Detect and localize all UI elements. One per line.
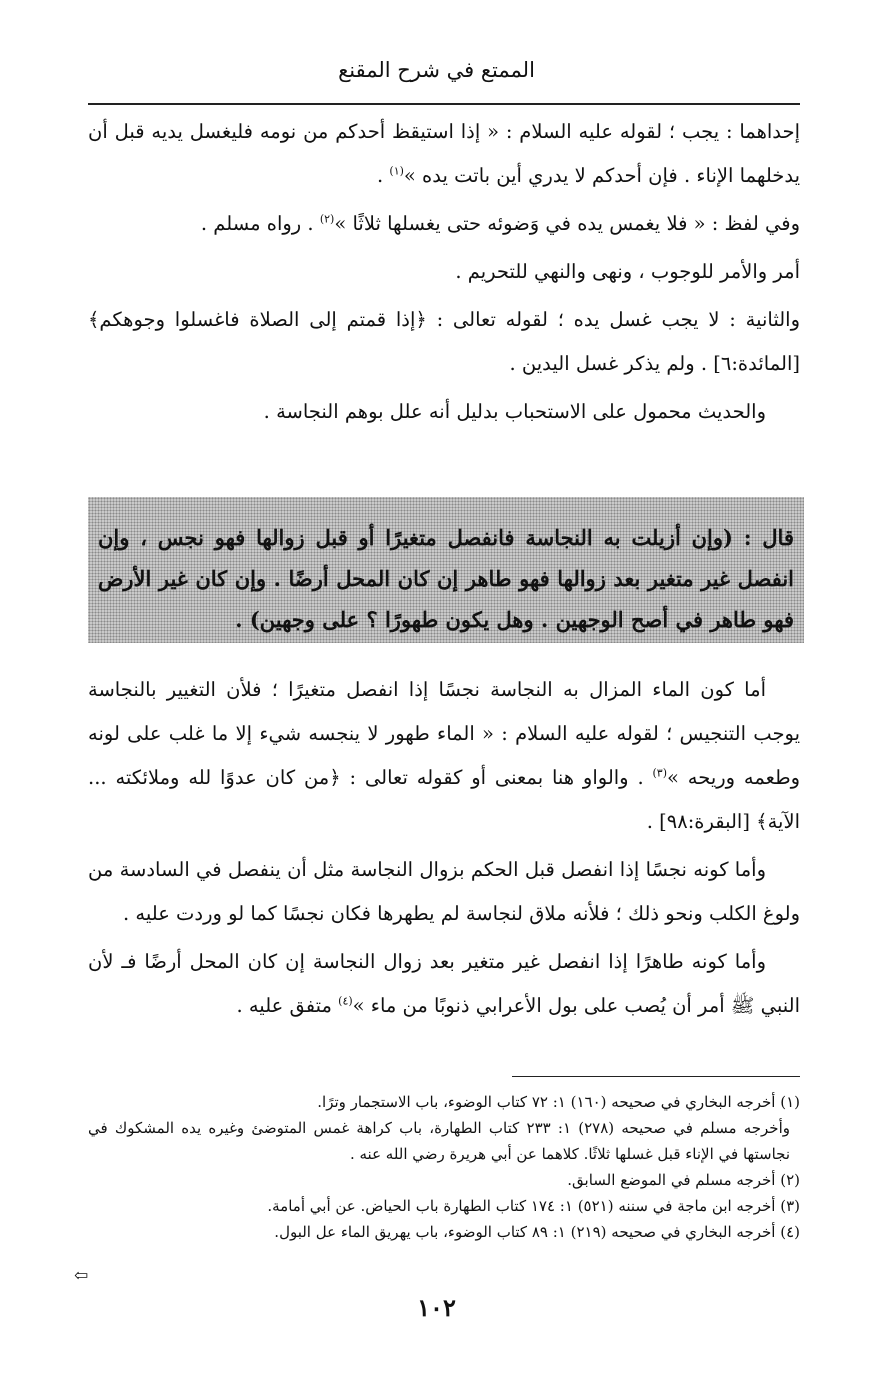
paragraph-second-wording [88, 202, 800, 246]
running-title: الممتع في شرح المقنع [338, 58, 535, 82]
paragraph-end: . والواو هنا بمعنى أو كقوله تعالى : ﴿من كان عدوًا لله وملائكته ... الآية﴾ [البقرة:٩٨] . [88, 766, 800, 833]
footnote-marker-2[interactable]: (٢) [319, 212, 335, 226]
footnote-marker-4[interactable]: (٤) [338, 994, 353, 1008]
footnote-3: (٣) أخرجه ابن ماجة في سننه (٥٢١) ١: ١٧٤ كتاب الطهارة باب الحياض. عن أبي أمامة. [267, 1197, 800, 1215]
paragraph-first-narration [88, 110, 800, 198]
quoted-matn-box [88, 497, 804, 643]
paragraph-text: أما كون الماء المزال به النجاسة نجسًا إذا انفصل متغيرًا ؛ فلأن التغيير بالنجاسة يوجب التنجيس ؛ لقوله عليه السلام : « الماء طهور لا ينجسه شيء إلا ما غلب على لونه وطعمه وريحه » [88, 678, 801, 789]
footnote-1-continued: وأخرجه مسلم في صحيحه (٢٧٨) ١: ٢٣٣ كتاب الطهارة، باب كراهة غمس المتوضئ وغيره يده المشكوك في نجاستها في الإناء قبل غسلها ثلاثًا. كلاهما عن أبي هريرة رضي الله عنه . [88, 1119, 790, 1163]
paragraph-end: . رواه مسلم . [200, 212, 320, 235]
paragraph-text: وفي لفظ : « فلا يغمس يده في وَضوئه حتى يغسلها ثلاثًا » [334, 212, 800, 235]
paragraph-end: متفق عليه . [236, 994, 339, 1017]
footnote-2: (٢) أخرجه مسلم في الموضع السابق. [567, 1171, 800, 1189]
paragraph-text: وأما كونه طاهرًا إذا انفصل غير متغير بعد زوال النجاسة إن كان المحل أرضًا فـ لأن النبي ﷺ أمر أن يُصب على بول الأعرابي ذنوبًا من ماء » [88, 950, 800, 1017]
footnotes-section [88, 1089, 800, 1245]
paragraph-changed-water [88, 668, 800, 844]
paragraph-pure-when-ground [88, 940, 800, 1028]
text-block-before-quote [88, 110, 800, 438]
footnote-marker-3[interactable]: (٣) [652, 766, 668, 780]
footnote-rule [512, 1076, 800, 1077]
continue-arrow-icon: ⇦ [74, 1266, 89, 1286]
paragraph-impure-before-ruling: وأما كونه نجسًا إذا انفصل قبل الحكم بزوال النجاسة مثل أن ينفصل في السادسة من ولوغ الكلب ونحو ذلك ؛ فلأنه ملاق لنجاسة لم يطهرها فكان نجسًا كما لو وردت عليه . [88, 858, 800, 925]
page-number: ١٠٢ [417, 1293, 456, 1322]
header-rule [88, 103, 800, 105]
quoted-matn-text: قال : (وإن أزيلت به النجاسة فانفصل متغيرًا أو قبل زوالها فهو نجس ، وإن انفصل غير متغير بعد زوالها فهو طاهر إن كان المحل أرضًا . وإن كان غير الأرض فهو طاهر في أصح الوجهين . وهل يكون طهورًا ؟ على وجهين) . [98, 525, 794, 632]
paragraph-hadith-interpretation: والحديث محمول على الاستحباب بدليل أنه علل بوهم النجاسة . [263, 400, 766, 423]
text-block-after-quote [88, 668, 800, 1032]
footnote-1: (١) أخرجه البخاري في صحيحه (١٦٠) ١: ٧٢ كتاب الوضوء، باب الاستجمار وترًا. [317, 1093, 800, 1111]
paragraph-text: إحداهما : يجب ؛ لقوله عليه السلام : « إذا استيقظ أحدكم من نومه فليغسل يديه قبل أن يدخلهما الإناء . فإن أحدكم لا يدري أين باتت يده » [88, 120, 800, 187]
footnote-4: (٤) أخرجه البخاري في صحيحه (٢١٩) ١: ٨٩ كتاب الوضوء، باب يهريق الماء عل البول. [274, 1223, 800, 1241]
paragraph-second-opinion: والثانية : لا يجب غسل يده ؛ لقوله تعالى : ﴿إذا قمتم إلى الصلاة فاغسلوا وجوهكم﴾ [المائدة:٦] . ولم يذكر غسل اليدين . [88, 308, 800, 375]
paragraph-command-obligation: أمر والأمر للوجوب ، ونهى والنهي للتحريم . [455, 260, 800, 283]
footnote-marker-1[interactable]: (١) [389, 164, 404, 178]
paragraph-end: . [376, 164, 390, 187]
